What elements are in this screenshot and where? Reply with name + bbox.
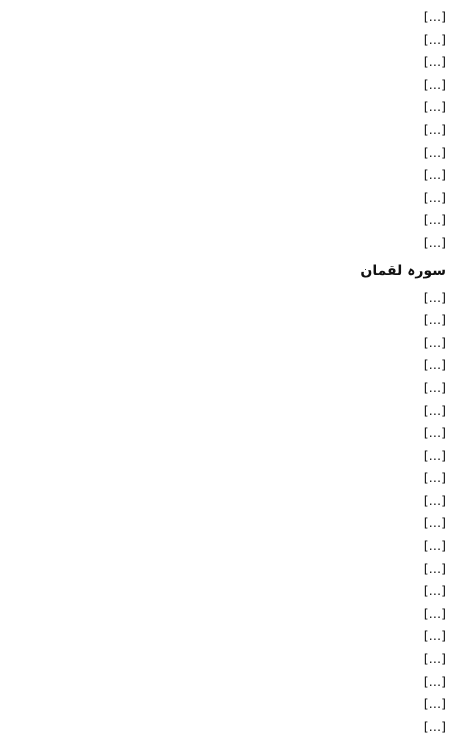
paragraph-2-line: […] xyxy=(423,560,446,576)
paragraph-2 xyxy=(8,287,446,694)
paragraph-1-line: […] xyxy=(423,54,446,70)
paragraph-1-line: […] xyxy=(423,121,446,137)
paragraph-2-line: […] xyxy=(423,470,446,486)
numbered-point-1-line: […] xyxy=(423,718,446,734)
paragraph-1-line: […] xyxy=(423,189,446,205)
paragraph-1-line: […] xyxy=(423,167,446,183)
paragraph-2-line: […] xyxy=(423,447,446,463)
paragraph-2-line: […] xyxy=(423,289,446,305)
paragraph-2-line: […] xyxy=(423,425,446,441)
paragraph-2-line: […] xyxy=(423,583,446,599)
paragraph-2-line: […] xyxy=(423,402,446,418)
numbered-point-1 xyxy=(8,693,446,738)
paragraph-2-line: […] xyxy=(423,379,446,395)
section-heading: سورہ لقمان xyxy=(360,262,446,279)
paragraph-2-line: […] xyxy=(423,334,446,350)
paragraph-1-line: […] xyxy=(423,31,446,47)
paragraph-1-line: […] xyxy=(423,234,446,250)
paragraph-1 xyxy=(8,6,446,255)
numbered-point-1-line: […] xyxy=(423,696,446,712)
paragraph-1-line: […] xyxy=(423,144,446,160)
paragraph-2-line: […] xyxy=(423,628,446,644)
paragraph-2-line: […] xyxy=(423,492,446,508)
paragraph-2-line: […] xyxy=(423,673,446,689)
paragraph-2-line: […] xyxy=(423,515,446,531)
paragraph-1-line: […] xyxy=(423,76,446,92)
paragraph-1-line: […] xyxy=(423,212,446,228)
paragraph-2-line: […] xyxy=(423,538,446,554)
paragraph-2-line: […] xyxy=(423,312,446,328)
paragraph-1-line: […] xyxy=(423,9,446,24)
paragraph-2-line: […] xyxy=(423,357,446,373)
paragraph-2-line: […] xyxy=(423,605,446,621)
paragraph-2-line: […] xyxy=(423,651,446,667)
paragraph-1-line: […] xyxy=(423,99,446,115)
